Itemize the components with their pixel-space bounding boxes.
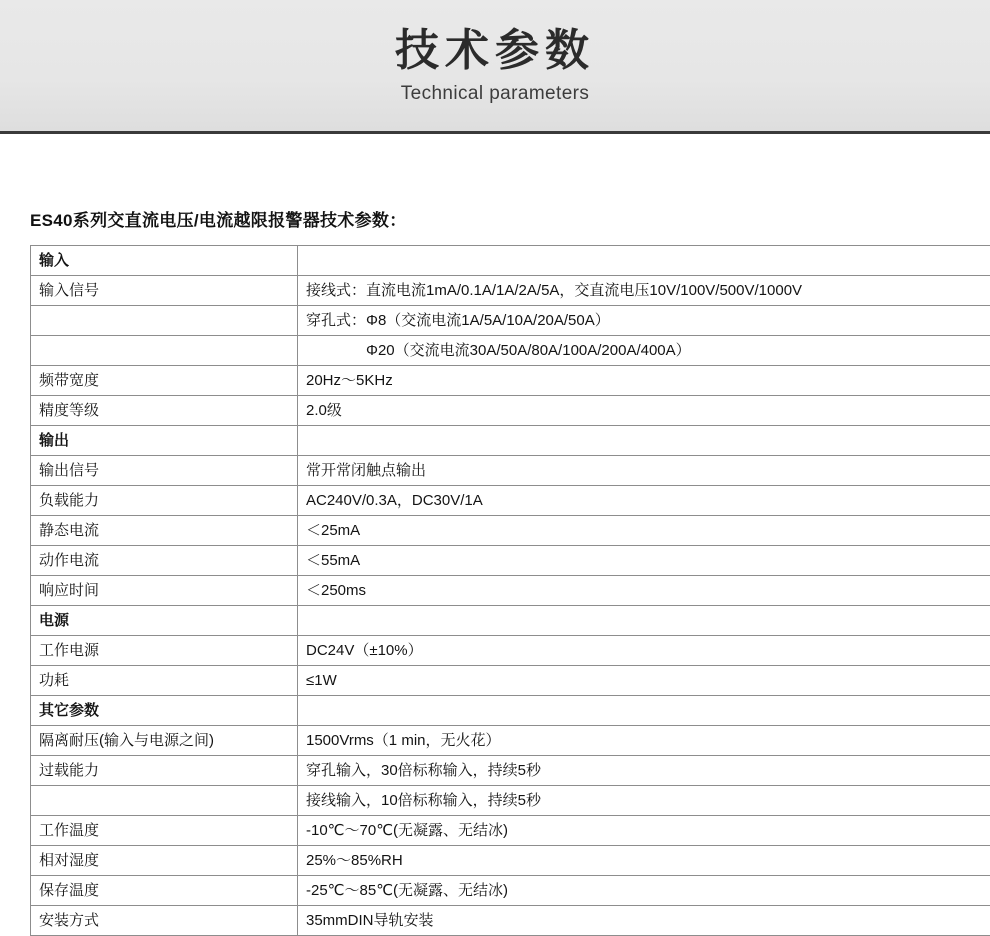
table-row (31, 396, 990, 426)
table-row (31, 546, 990, 576)
table-row (31, 336, 990, 366)
specifications-table (30, 245, 990, 936)
page-banner (0, 0, 990, 134)
section-header-cell: 电源 (31, 606, 298, 636)
parameter-value-cell: -10℃～70℃(无凝露、无结冰) (298, 816, 990, 846)
table-row (31, 306, 990, 336)
parameter-value-cell: 2.0级 (298, 396, 990, 426)
parameter-label-cell: 保存温度 (31, 876, 298, 906)
table-row (31, 816, 990, 846)
section-header-cell: 输入 (31, 246, 298, 276)
parameter-label-cell (31, 786, 298, 816)
parameter-value-cell: 25%～85%RH (298, 846, 990, 876)
parameter-label-cell: 隔离耐压(输入与电源之间) (31, 726, 298, 756)
table-row (31, 456, 990, 486)
section-header-cell: 输出 (31, 426, 298, 456)
table-row (31, 276, 990, 306)
specifications-table-body (31, 246, 990, 936)
parameter-label-cell: 过载能力 (31, 756, 298, 786)
parameter-value-cell: ＜55mA (298, 546, 990, 576)
parameter-value-cell: ≤1W (298, 666, 990, 696)
table-row (31, 636, 990, 666)
table-row (31, 666, 990, 696)
parameter-value-cell: Φ20（交流电流30A/50A/80A/100A/200A/400A） (298, 336, 990, 366)
table-row (31, 846, 990, 876)
parameter-label-cell: 动作电流 (31, 546, 298, 576)
parameter-label-cell: 响应时间 (31, 576, 298, 606)
parameter-value-cell (298, 246, 990, 276)
section-header-cell: 其它参数 (31, 696, 298, 726)
parameter-label-cell: 功耗 (31, 666, 298, 696)
parameter-value-cell (298, 426, 990, 456)
parameter-value-cell: 穿孔式：Φ8（交流电流1A/5A/10A/20A/50A） (298, 306, 990, 336)
parameter-label-cell: 输入信号 (31, 276, 298, 306)
parameter-label-cell (31, 306, 298, 336)
parameter-label-cell: 工作电源 (31, 636, 298, 666)
parameter-value-cell: -25℃～85℃(无凝露、无结冰) (298, 876, 990, 906)
table-row (31, 726, 990, 756)
table-row (31, 606, 990, 636)
parameter-label-cell: 输出信号 (31, 456, 298, 486)
parameter-value-cell: 常开常闭触点输出 (298, 456, 990, 486)
parameter-label-cell (31, 336, 298, 366)
table-row (31, 366, 990, 396)
parameter-value-cell: 20Hz～5KHz (298, 366, 990, 396)
table-row (31, 906, 990, 936)
table-row (31, 786, 990, 816)
banner-subtitle: Technical parameters (401, 83, 590, 105)
parameter-label-cell: 工作温度 (31, 816, 298, 846)
page-title: ES40系列交直流电压/电流越限报警器技术参数： (30, 206, 960, 231)
parameter-value-cell (298, 606, 990, 636)
parameter-value-cell: DC24V（±10%） (298, 636, 990, 666)
banner-title: 技术参数 (395, 26, 595, 77)
parameter-label-cell: 相对湿度 (31, 846, 298, 876)
parameter-value-cell: AC240V/0.3A，DC30V/1A (298, 486, 990, 516)
parameter-value-cell: 35mmDIN导轨安装 (298, 906, 990, 936)
parameter-label-cell: 精度等级 (31, 396, 298, 426)
parameter-label-cell: 频带宽度 (31, 366, 298, 396)
parameter-value-cell (298, 696, 990, 726)
parameter-value-cell: ＜250ms (298, 576, 990, 606)
table-row (31, 426, 990, 456)
table-row (31, 756, 990, 786)
parameter-value-cell: 接线输入，10倍标称输入，持续5秒 (298, 786, 990, 816)
table-row (31, 876, 990, 906)
parameter-label-cell: 负载能力 (31, 486, 298, 516)
content-area (0, 206, 990, 936)
parameter-value-cell: 接线式：直流电流1mA/0.1A/1A/2A/5A，交直流电压10V/100V/500V/1000V (298, 276, 990, 306)
parameter-value-cell: 1500Vrms（1 min，无火花） (298, 726, 990, 756)
table-row (31, 486, 990, 516)
parameter-value-cell: 穿孔输入，30倍标称输入，持续5秒 (298, 756, 990, 786)
table-row (31, 576, 990, 606)
table-row (31, 696, 990, 726)
parameter-label-cell: 安装方式 (31, 906, 298, 936)
parameter-value-cell: ＜25mA (298, 516, 990, 546)
table-row (31, 516, 990, 546)
parameter-label-cell: 静态电流 (31, 516, 298, 546)
table-row (31, 246, 990, 276)
